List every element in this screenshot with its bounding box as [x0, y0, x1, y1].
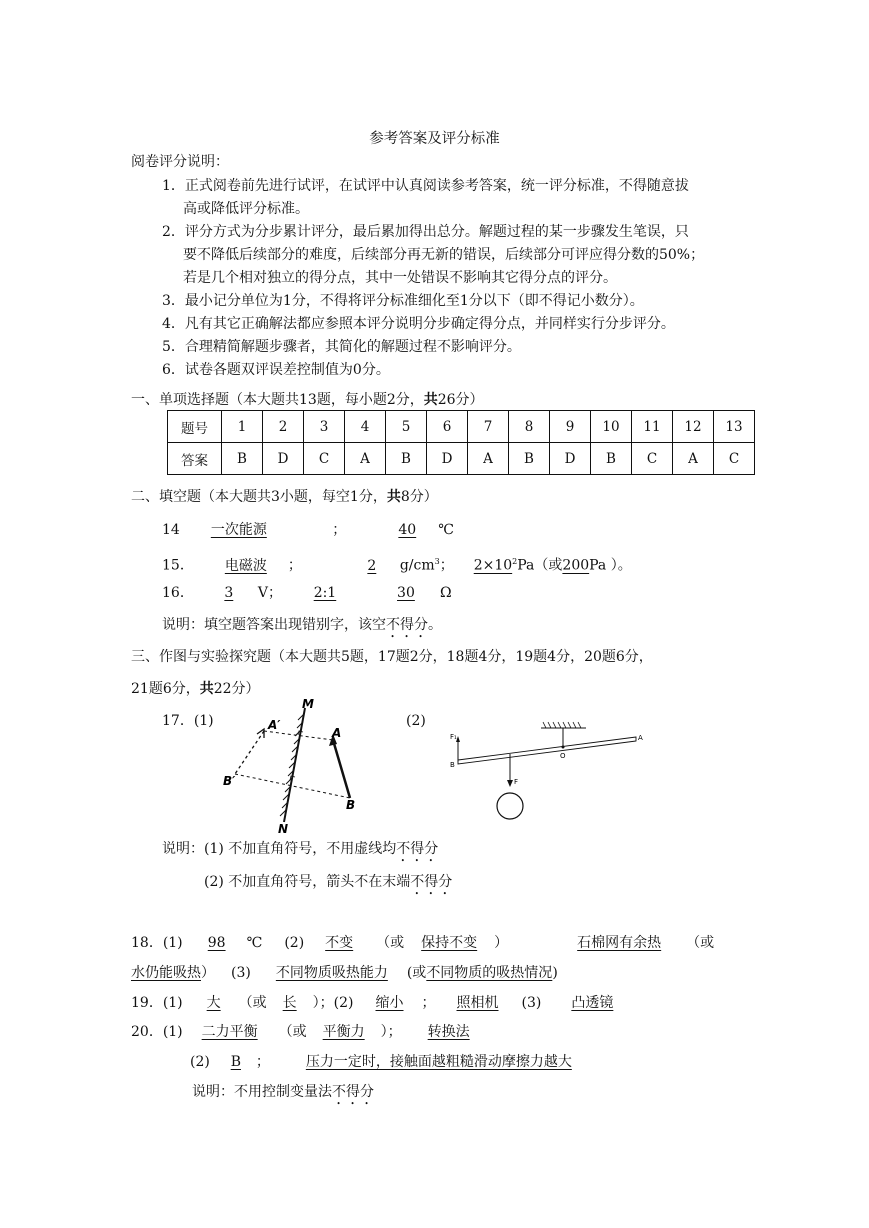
note-4: 4．凡有其它正确解法都应参照本评分说明分步确定得分点，并同样实行分步评分。	[162, 316, 675, 332]
label-f: F	[514, 778, 519, 786]
image-arrow	[235, 731, 264, 774]
question-number: 9	[550, 411, 591, 443]
object-arrow	[333, 740, 350, 798]
q20-note: 说明：不用控制变量法不得分	[192, 1084, 374, 1100]
row-label-answer: 答案	[168, 443, 222, 475]
answer-cell: C	[304, 443, 345, 475]
label-f1: F₁	[450, 733, 457, 741]
question-number: 1	[222, 411, 263, 443]
label-b-prime: B′	[223, 774, 236, 788]
q18-line-1: 18．(1) 98 ℃ (2) 不变 （或 保持不变 ） 石棉网有余热 （或	[131, 935, 715, 951]
q17-note-1: 说明：(1) 不加直角符号，不用虚线均不得分	[162, 841, 439, 857]
mirror-line	[284, 708, 305, 822]
page-title: 参考答案及评分标准	[369, 131, 500, 147]
question-number: 4	[345, 411, 386, 443]
label-a-prime: A′	[268, 718, 281, 732]
section-3-heading-line-2: 21题6分，共22分）	[131, 681, 260, 697]
answer-table	[167, 410, 755, 475]
question-number: 12	[673, 411, 714, 443]
table-row	[168, 411, 755, 443]
question-number: 8	[509, 411, 550, 443]
q15-line: 15． 电磁波 ； 2 $g/cm^3$； $2\times 10^2Pa$（或200Pa ）。	[162, 557, 632, 574]
label-lever-b: B	[450, 761, 455, 769]
answer-cell: A	[345, 443, 386, 475]
label-m: M	[302, 698, 314, 711]
answer-cell: C	[714, 443, 755, 475]
note-6: 6．试卷各题双评误差控制值为0分。	[162, 362, 390, 378]
ceiling-hatching	[543, 722, 581, 728]
lever-diagram	[446, 720, 656, 825]
q18-line-2: 水仍能吸热） (3) 不同物质吸热能力 (或不同物质的吸热情况)	[131, 965, 558, 981]
lever-rod	[458, 737, 636, 764]
label-n: N	[278, 822, 289, 836]
note-2-line-2: 要不降低后续部分的难度，后续部分再无新的错误，后续部分可评应得分数的50%；	[183, 247, 705, 263]
question-number: 13	[714, 411, 755, 443]
mirror-diagram	[220, 698, 370, 838]
grading-notes-heading: 阅卷评分说明：	[131, 154, 229, 170]
answer-cell: B	[222, 443, 263, 475]
answer-cell: B	[386, 443, 427, 475]
answer-cell: D	[263, 443, 304, 475]
q20-line-1: 20．(1) 二力平衡 （或 平衡力 ）； 转换法	[131, 1024, 470, 1040]
q19-line: 19．(1) 大 （或 长 ）；(2) 缩小 ； 照相机 (3) 凸透镜	[131, 995, 614, 1011]
table-row	[168, 443, 755, 475]
q17-label: 17．(1)	[162, 713, 214, 729]
section-2-note: 说明：填空题答案出现错别字，该空不得分。	[162, 617, 442, 633]
answer-cell: A	[673, 443, 714, 475]
note-5: 5．合理精简解题步骤者，其简化的解题过程不影响评分。	[162, 339, 521, 355]
note-1-line-1: 1．正式阅卷前先进行试评，在试评中认真阅读参考答案，统一评分标准，不得随意拔	[162, 178, 689, 194]
question-number: 10	[591, 411, 632, 443]
question-number: 2	[263, 411, 304, 443]
q16-line: 16． 3 V； 2:1 30 Ω	[162, 585, 452, 601]
answer-cell: D	[550, 443, 591, 475]
force-f-arrow-head	[507, 780, 513, 787]
answer-cell: A	[468, 443, 509, 475]
question-number: 6	[427, 411, 468, 443]
note-2-line-3: 若是几个相对独立的得分点，其中一处错误不影响其它得分点的评分。	[183, 270, 617, 286]
answer-cell: B	[509, 443, 550, 475]
answer-cell: C	[632, 443, 673, 475]
question-number: 5	[386, 411, 427, 443]
section-3-heading-line-1: 三、作图与实验探究题（本大题共5题，17题2分，18题4分，19题4分，20题6分，	[131, 649, 653, 665]
section-1-heading: 一、单项选择题（本大题共13题，每小题2分，共26分）	[131, 392, 484, 408]
question-number: 7	[468, 411, 509, 443]
answer-cell: D	[427, 443, 468, 475]
hanging-weight	[497, 793, 523, 819]
note-1-line-2: 高或降低评分标准。	[183, 201, 309, 217]
q14-line: 14 一次能源 ； 40 ℃	[162, 522, 454, 538]
question-number: 11	[632, 411, 673, 443]
q17-note-2: (2) 不加直角符号，箭头不在末端不得分	[204, 874, 453, 890]
note-3: 3．最小记分单位为1分，不得将评分标准细化至1分以下（即不得记小数分）。	[162, 293, 644, 309]
note-2-line-1: 2．评分方式为分步累计评分，最后累加得出总分。解题过程的某一步骤发生笔误，只	[162, 224, 689, 240]
q20-line-2: (2) B ； 压力一定时，接触面越粗糙滑动摩擦力越大	[190, 1054, 572, 1070]
pivot-point	[562, 746, 565, 749]
row-label-number: 题号	[168, 411, 222, 443]
label-o: O	[560, 752, 566, 760]
section-2-heading: 二、填空题（本大题共3小题，每空1分，共8分）	[131, 489, 438, 505]
q17-label-2: (2)	[406, 713, 426, 729]
question-number: 3	[304, 411, 345, 443]
label-b: B	[346, 798, 356, 812]
answer-cell: B	[591, 443, 632, 475]
label-lever-a: A	[638, 734, 643, 742]
label-a: A	[332, 726, 342, 740]
